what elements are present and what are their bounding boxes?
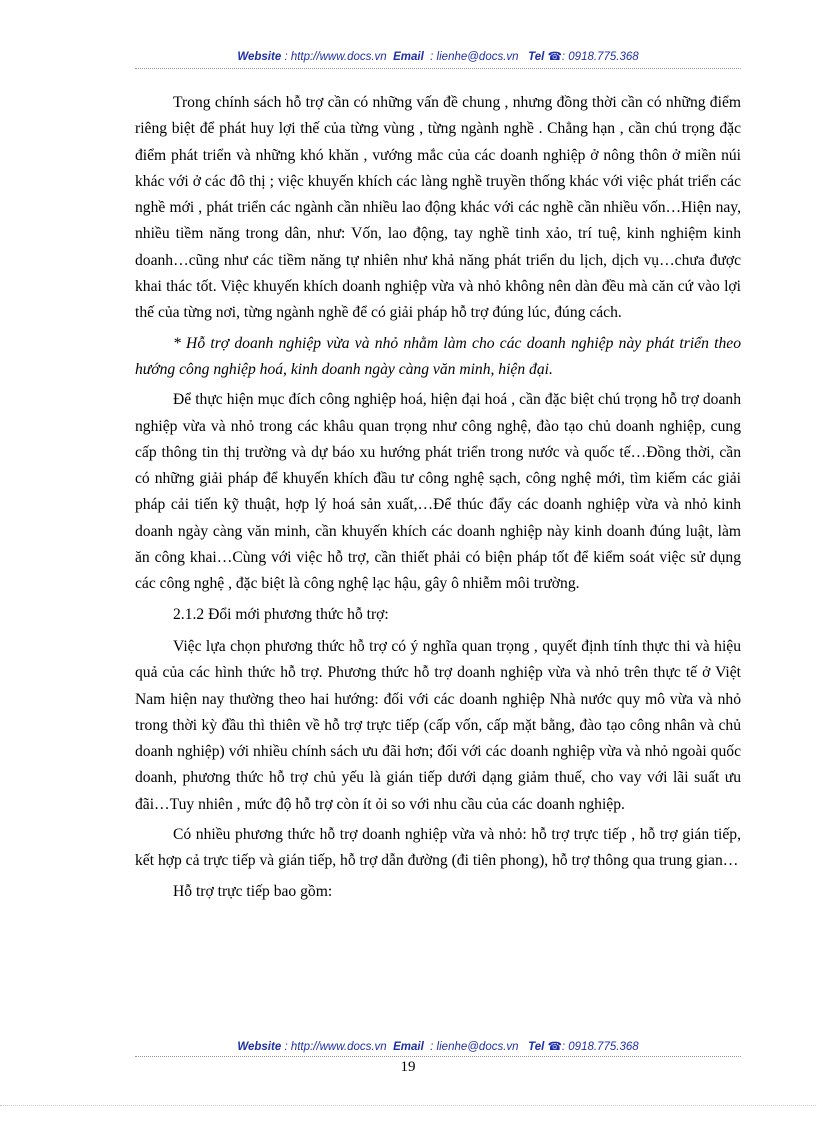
paragraph-6: Hỗ trợ trực tiếp bao gồm: [173, 882, 333, 900]
website-url[interactable]: : http://www.docs.vn [284, 51, 387, 63]
footer-tel-value: : 0918.775.368 [561, 1041, 639, 1053]
footer-tel-label: Tel [528, 1041, 545, 1053]
footer-email-value[interactable]: : lienhe@docs.vn [430, 1041, 519, 1053]
footer-website-label: Website [237, 1041, 282, 1053]
paragraph-4: Việc lựa chọn phương thức hỗ trợ có ý nghĩa quan trọng , quyết định tính thực thi và hiệu quả của các hình thức hỗ trợ. Phương thức hỗ trợ doanh nghiệp vừa và nhỏ trên thực tế ở Việt Nam hiện nay thường theo hai hướng: đối với các doanh nghiệp Nhà nước quy mô vừa và nhỏ trong thời kỳ đầu thì thiên về hỗ trợ trực tiếp (cấp vốn, cấp mặt bằng, đào tạo công nhân và chủ doanh nghiệp) với nhiều chính sách ưu đãi hơn; đối với các doanh nghiệp vừa và nhỏ ngoài quốc doanh, phương thức hỗ trợ chủ yếu là gián tiếp dưới dạng giảm thuế, cho vay với lãi suất ưu đãi…Tuy nhiên , mức độ hỗ trợ còn ít ỏi so với nhu cầu của các doanh nghiệp. [135, 637, 741, 813]
page-number: 19 [400, 1059, 416, 1075]
footer-divider [135, 1056, 741, 1057]
email-label: Email [393, 51, 424, 63]
website-label: Website [237, 51, 282, 63]
header-divider [135, 68, 741, 69]
page-bottom-divider [0, 1105, 816, 1106]
page-footer [135, 1039, 741, 1053]
footer-telephone-icon: ☎ [547, 1041, 562, 1053]
paragraph-5: Có nhiều phương thức hỗ trợ doanh nghiệp vừa và nhỏ: hỗ trợ trực tiếp , hỗ trợ gián tiếp, kết hợp cả trực tiếp và gián tiếp, hỗ trợ dẫn đường (đi tiên phong), hỗ trợ thông qua trung gian… [135, 826, 741, 870]
section-heading: 2.1.2 Đổi mới phương thức hỗ trợ: [173, 605, 389, 623]
paragraph-3: Để thực hiện mục đích công nghiệp hoá, hiện đại hoá , cần đặc biệt chú trọng hỗ trợ doanh nghiệp vừa và nhỏ trong các khâu quan trọng như công nghệ, đào tạo chủ doanh nghiệp, cung cấp thông tin thị trường và dự báo xu hướng phát triển trong nước và quốc tế…Đồng thời, cần có những giải pháp để khuyến khích đầu tư công nghệ sạch, công nghệ mới, tìm kiếm các giải pháp cải tiến kỹ thuật, hợp lý hoá sản xuất,…Để thúc đẩy các doanh nghiệp vừa và nhỏ kinh doanh ngày càng văn minh, cần khuyến khích các doanh nghiệp này kinh doanh đúng luật, làm ăn công khai…Cùng với việc hỗ trợ, cần thiết phải có biện pháp tốt để kiểm soát việc sử dụng các công nghệ , đặc biệt là công nghệ lạc hậu, gây ô nhiễm môi trường. [135, 391, 741, 593]
telephone-icon: ☎ [547, 51, 562, 63]
footer-website-url[interactable]: : http://www.docs.vn [284, 1041, 387, 1053]
email-value[interactable]: : lienhe@docs.vn [430, 51, 519, 63]
paragraph-1: Trong chính sách hỗ trợ cần có những vấn đề chung , nhưng đồng thời cần có những điểm riêng biệt để phát huy lợi thế của từng vùng , từng ngành nghề . Chẳng hạn , cần chú trọng đặc điểm phát triển và những khó khăn , vướng mắc của các doanh nghiệp ở nông thôn ở miền núi khác với ở các đô thị ; việc khuyến khích các làng nghề truyền thống khác với việc phát triển các nghề mới , phát triển các ngành cần nhiều lao động khác với các nghề cần nhiều vốn…Hiện nay, nhiều tiềm năng trong dân, như: Vốn, lao động, tay nghề tinh xảo, trí tuệ, kinh nghiệm kinh doanh…cũng như các tiềm năng tự nhiên như khả năng phát triển du lịch, dịch vụ…chưa được khai thác tốt. Việc khuyến khích doanh nghiệp vừa và nhỏ không nên dàn đều mà căn cứ vào lợi thế của từng nơi, từng ngành nghề để có giải pháp hỗ trợ đúng lúc, đúng cách. [135, 94, 741, 322]
document-body [135, 90, 741, 909]
footer-email-label: Email [393, 1041, 424, 1053]
tel-label: Tel [528, 51, 545, 63]
paragraph-2-italic: * Hỗ trợ doanh nghiệp vừa và nhỏ nhằm làm cho các doanh nghiệp này phát triển theo hướng công nghiệp hoá, kinh doanh ngày càng văn minh, hiện đại. [135, 334, 741, 378]
page-header [135, 49, 741, 63]
tel-value: : 0918.775.368 [561, 51, 639, 63]
